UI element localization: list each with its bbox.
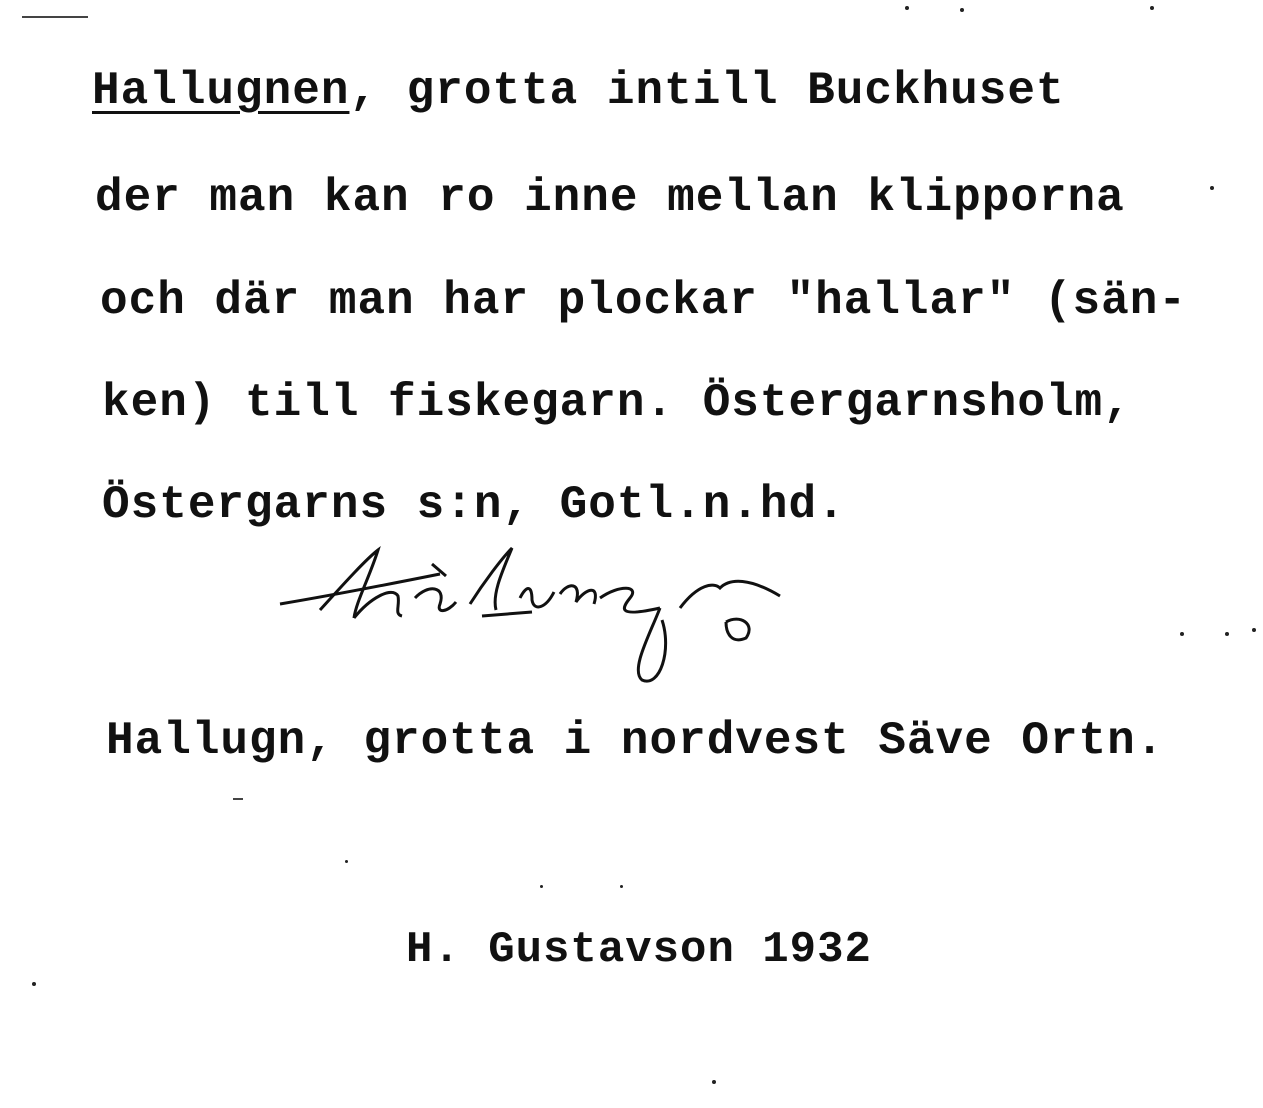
entry-line-1-text: , grotta intill Buckhuset	[349, 65, 1065, 117]
scan-speck	[620, 885, 623, 888]
scan-speck	[905, 6, 909, 10]
scan-speck	[1252, 628, 1256, 632]
scan-speck	[32, 982, 36, 986]
scan-speck	[712, 1080, 716, 1084]
entry-line-5: Östergarns s:n, Gotl.n.hd.	[102, 479, 846, 531]
headword: Hallugnen	[92, 65, 350, 117]
scan-speck	[1225, 632, 1229, 636]
collector-signature: H. Gustavson 1932	[406, 925, 872, 975]
dictionary-note: Hallugn, grotta i nordvest Säve Ortn.	[106, 715, 1165, 767]
scan-speck	[345, 860, 348, 863]
entry-line-4: ken) till fiskegarn. Östergarnsholm,	[102, 377, 1132, 429]
scan-speck	[1150, 6, 1154, 10]
scan-speck	[960, 8, 964, 12]
entry-line-1	[92, 65, 1065, 117]
scan-speck	[1180, 632, 1184, 636]
handwritten-pronunciation	[270, 538, 830, 698]
scan-speck	[1210, 186, 1214, 190]
entry-line-2: der man kan ro inne mellan klipporna	[95, 172, 1125, 224]
scan-mark	[233, 798, 243, 800]
entry-line-3: och där man har plockar "hallar" (sän-	[100, 275, 1187, 327]
scan-mark	[22, 16, 88, 18]
scan-speck	[540, 885, 543, 888]
